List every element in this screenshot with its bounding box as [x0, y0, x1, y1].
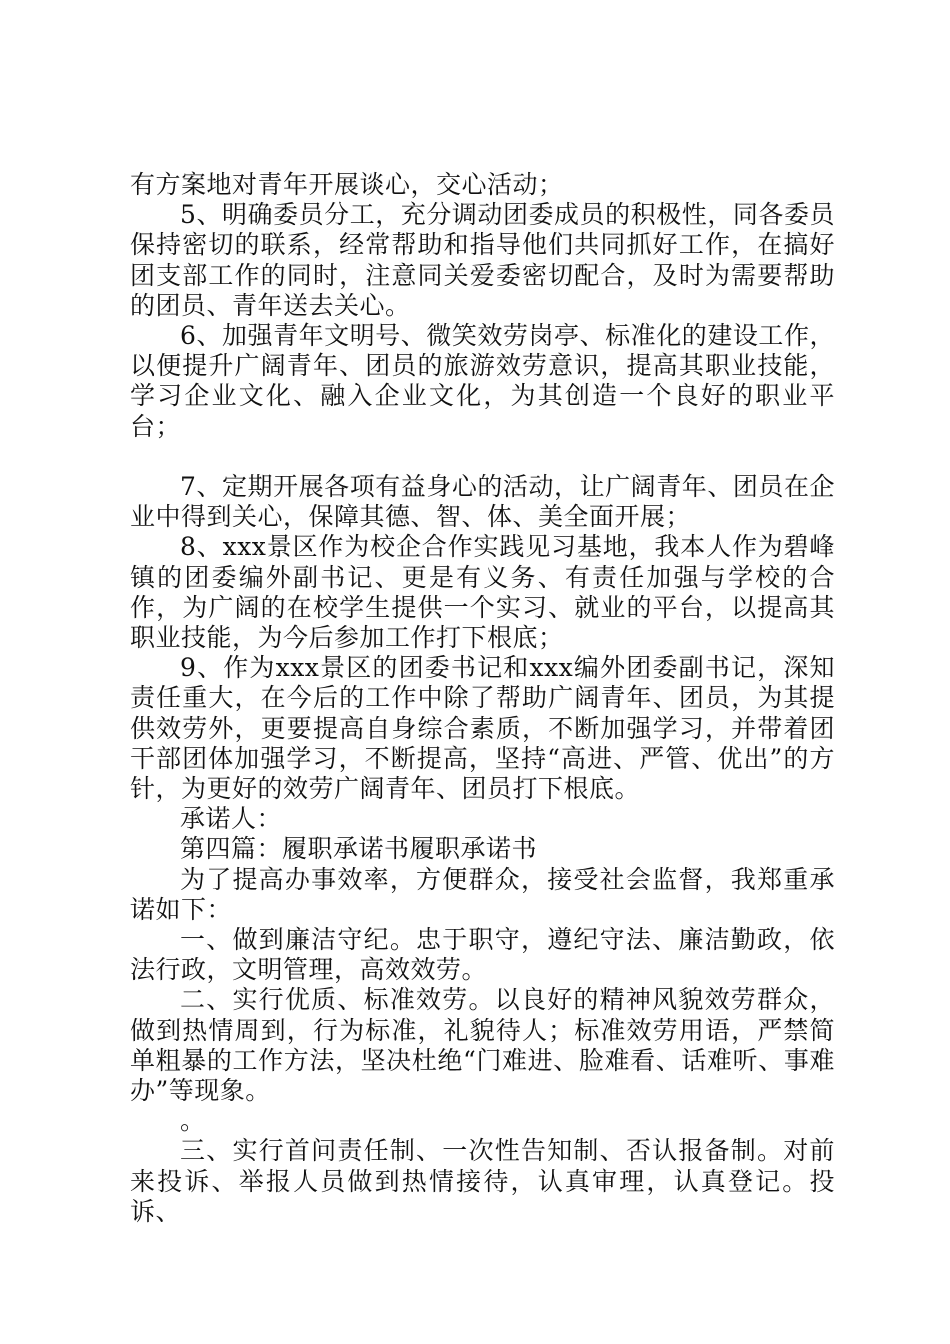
- paragraph-continuation: 有方案地对青年开展谈心，交心活动；: [130, 170, 564, 199]
- pledge-item-2: 二、实行优质、标准效劳。以良好的精神风貌效劳群众，做到热情周到，行为标准，礼貌待人；标准效劳用语，严禁简单粗暴的工作方法，坚决杜绝“门难进、脸难看、话难听、事难办”等现象。: [130, 985, 835, 1106]
- document-body: [130, 170, 835, 1227]
- pledge-intro: 为了提高办事效率，方便群众，接受社会监督，我郑重承诺如下：: [130, 864, 835, 924]
- paragraph-item-5: 5、明确委员分工，充分调动团委成员的积极性，同各委员保持密切的联系，经常帮助和指导他们共同抓好工作，在搞好团支部工作的同时，注意同关爱委密切配合，及时为需要帮助的团员、青年送去关心。: [130, 200, 835, 320]
- section-heading: 第四篇：履职承诺书履职承诺书: [180, 834, 538, 864]
- paragraph-item-6: 6、加强青年文明号、微笑效劳岗亭、标准化的建设工作，以便提升广阔青年、团员的旅游效劳意识，提高其职业技能，学习企业文化、融入企业文化，为其创造一个良好的职业平台；: [130, 321, 835, 441]
- signature-label: 承诺人：: [180, 804, 283, 834]
- paragraph-item-7: 7、定期开展各项有益身心的活动，让广阔青年、团员在企业中得到关心，保障其德、智、体、美全面开展；: [130, 472, 835, 532]
- paragraph-item-9: 9、作为xxx景区的团委书记和xxx编外团委副书记，深知责任重大，在今后的工作中除了帮助广阔青年、团员，为其提供效劳外，更要提高自身综合素质，不断加强学习，并带着团干部团体加强学习，不断提高，坚持“高进、严管、优出”的方针，为更好的效劳广阔青年、团员打下根底。: [130, 653, 835, 804]
- pledge-item-1: 一、做到廉洁守纪。忠于职守，遵纪守法、廉洁勤政，依法行政，文明管理，高效效劳。: [130, 925, 835, 985]
- paragraph-item-8: 8、xxx景区作为校企合作实践见习基地，我本人作为碧峰镇的团委编外副书记、更是有义务、有责任加强与学校的合作，为广阔的在校学生提供一个实习、就业的平台，以提高其职业技能，为今后参加工作打下根底；: [130, 532, 835, 653]
- stray-punctuation: 。: [180, 1106, 206, 1136]
- blank-line: [130, 442, 835, 472]
- pledge-item-3: 三、实行首问责任制、一次性告知制、否认报备制。对前来投诉、举报人员做到热情接待，认真审理，认真登记。投诉、: [130, 1136, 835, 1226]
